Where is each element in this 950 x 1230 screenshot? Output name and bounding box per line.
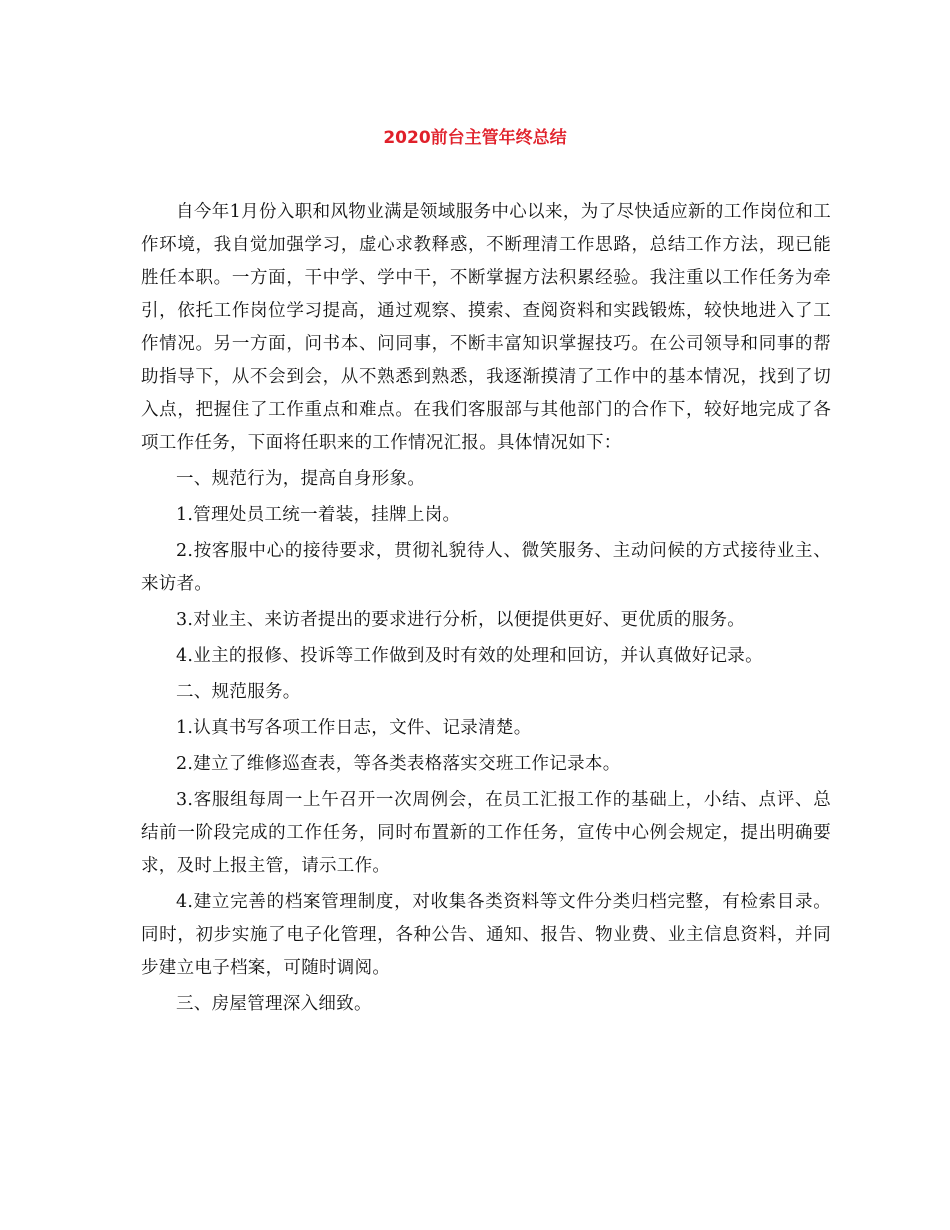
list-item: 2.建立了维修巡查表，等各类表格落实交班工作记录本。 xyxy=(176,754,621,774)
list-item: 3.客服组每周一上午召开一次周例会，在员工汇报工作的基础上，小结、点评、总结前一阶段完成的工作任务，同时布置新的工作任务，宣传中心例会规定，提出明确要求，及时上报主管，请示工作。 xyxy=(141,790,831,876)
list-item: 2.按客服中心的接待要求，贯彻礼貌待人、微笑服务、主动问候的方式接待业主、来访者。 xyxy=(141,541,831,594)
section-heading-2: 二、规范服务。 xyxy=(176,682,301,702)
document-title: 2020前台主管年终总结 xyxy=(383,128,567,148)
list-item: 3.对业主、来访者提出的要求进行分析，以便提供更好、更优质的服务。 xyxy=(176,610,746,630)
section-heading-1: 一、规范行为，提高自身形象。 xyxy=(176,469,426,489)
section-heading-3: 三、房屋管理深入细致。 xyxy=(176,994,372,1014)
list-item: 4.建立完善的档案管理制度，对收集各类资料等文件分类归档完整，有检索目录。同时，初步实施了电子化管理，各种公告、通知、报告、物业费、业主信息资料，并同步建立电子档案，可随时调阅。 xyxy=(141,892,831,978)
list-item: 1.管理处员工统一着装，挂牌上岗。 xyxy=(176,505,461,525)
document-body xyxy=(141,196,831,1024)
list-item: 1.认真书写各项工作日志，文件、记录清楚。 xyxy=(176,718,532,738)
intro-paragraph: 自今年1月份入职和风物业满是领域服务中心以来，为了尽快适应新的工作岗位和工作环境，我自觉加强学习，虚心求教释惑，不断理清工作思路，总结工作方法，现已能胜任本职。一方面，干中学、学中干，不断掌握方法积累经验。我注重以工作任务为牵引，依托工作岗位学习提高，通过观察、摸索、查阅资料和实践锻炼，较快地进入了工作情况。另一方面，问书本、问同事，不断丰富知识掌握技巧。在公司领导和同事的帮助指导下，从不会到会，从不熟悉到熟悉，我逐渐摸清了工作中的基本情况，找到了切入点，把握住了工作重点和难点。在我们客服部与其他部门的合作下，较好地完成了各项工作任务，下面将任职来的工作情况汇报。具体情况如下： xyxy=(141,202,831,453)
list-item: 4.业主的报修、投诉等工作做到及时有效的处理和回访，并认真做好记录。 xyxy=(176,646,763,666)
